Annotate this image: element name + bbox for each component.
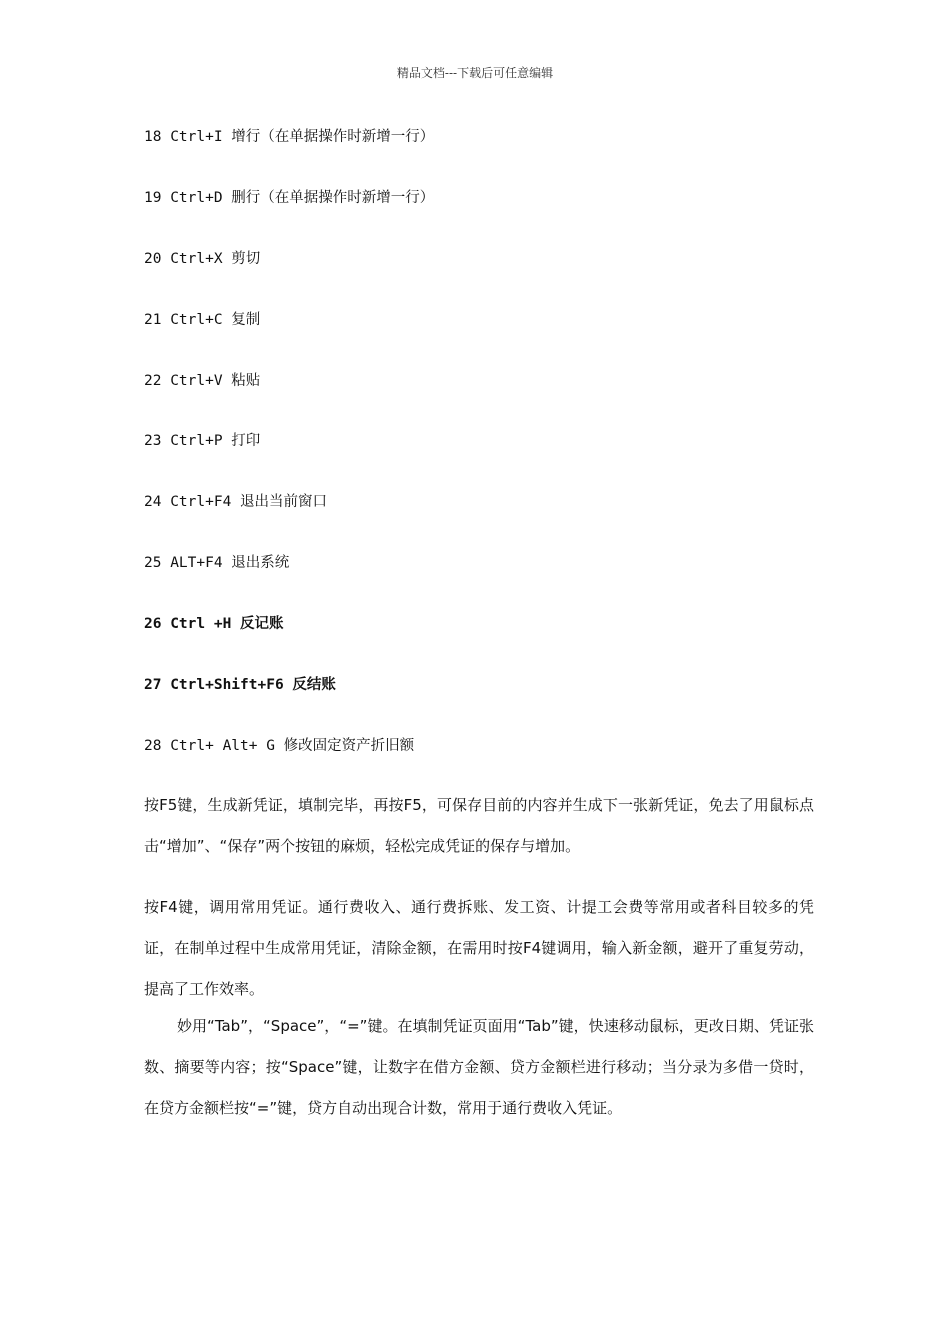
page-header: 精品文档---下载后可任意编辑 (396, 66, 554, 80)
shortcut-line-28: 28 Ctrl+ Alt+ G 修改固定资产折旧额 (144, 738, 415, 754)
paragraph-tab-space-tip: 妙用“Tab”，“Space”，“=”键。在填制凭证页面用“Tab”键，快速移动鼠标，更改日期、凭证张数、摘要等内容；按“Space”键，让数字在借方金额、贷方金额栏进行移动；当分录为多借一贷时，在贷方金额栏按“=”键，贷方自动出现合计数，常用于通行费收入凭证。 (144, 1017, 814, 1117)
paragraph-f5-tip: 按F5键，生成新凭证，填制完毕，再按F5，可保存目前的内容并生成下一张新凭证，免去了用鼠标点击“增加”、“保存”两个按钮的麻烦，轻松完成凭证的保存与增加。 (144, 796, 814, 855)
shortcut-line-22: 22 Ctrl+V 粘贴 (144, 373, 261, 389)
shortcut-line-23: 23 Ctrl+P 打印 (144, 433, 261, 449)
paragraph-f4-tip: 按F4键，调用常用凭证。通行费收入、通行费拆账、发工资、计提工会费等常用或者科目较多的凭证，在制单过程中生成常用凭证，清除金额，在需用时按F4键调用，输入新金额，避开了重复劳动，提高了工作效率。 (144, 898, 814, 998)
shortcut-line-18: 18 Ctrl+I 增行（在单据操作时新增一行） (144, 129, 435, 145)
shortcut-line-20: 20 Ctrl+X 剪切 (144, 251, 261, 267)
shortcut-line-26: 26 Ctrl +H 反记账 (144, 616, 284, 632)
shortcut-line-19: 19 Ctrl+D 删行（在单据操作时新增一行） (144, 190, 435, 206)
shortcut-line-27: 27 Ctrl+Shift+F6 反结账 (144, 677, 336, 693)
shortcut-line-21: 21 Ctrl+C 复制 (144, 312, 261, 328)
shortcut-line-24: 24 Ctrl+F4 退出当前窗口 (144, 494, 328, 510)
shortcut-line-25: 25 ALT+F4 退出系统 (144, 555, 290, 571)
